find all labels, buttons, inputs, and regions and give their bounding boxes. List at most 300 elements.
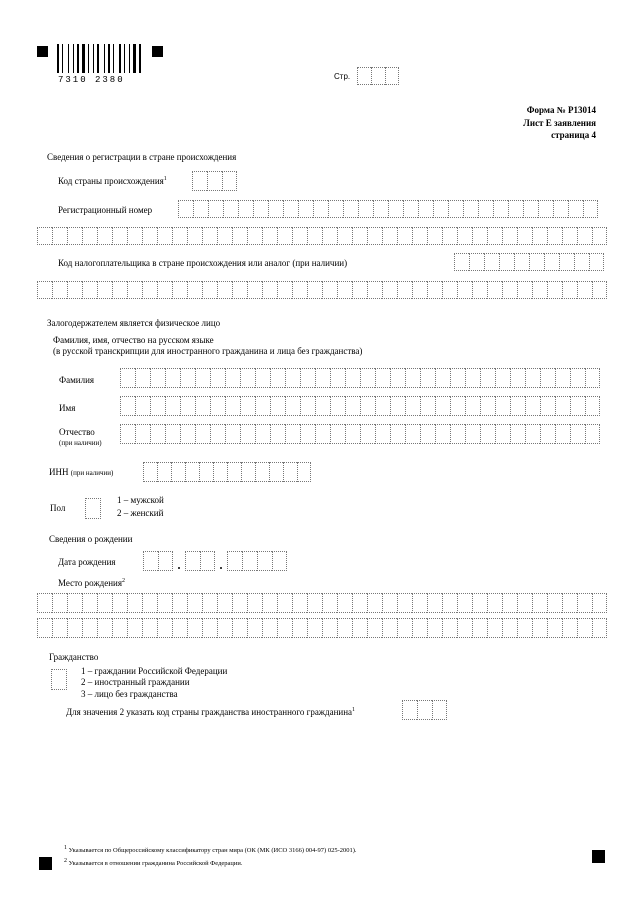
- entry-cell[interactable]: [510, 368, 525, 388]
- entry-cell[interactable]: [292, 227, 307, 245]
- entry-cell[interactable]: [514, 253, 529, 271]
- entry-cell[interactable]: [180, 396, 195, 416]
- entry-cell[interactable]: [37, 618, 52, 638]
- entry-cell[interactable]: [454, 253, 469, 271]
- entry-cell[interactable]: [502, 618, 517, 638]
- entry-cell[interactable]: [37, 593, 52, 613]
- entry-cell[interactable]: [367, 618, 382, 638]
- entry-cell[interactable]: [371, 67, 385, 85]
- entry-cell[interactable]: [465, 424, 480, 444]
- inn-cells[interactable]: [143, 462, 311, 482]
- entry-cell[interactable]: [180, 424, 195, 444]
- entry-cell[interactable]: [242, 551, 257, 571]
- entry-cell[interactable]: [435, 424, 450, 444]
- page-number-cells[interactable]: [357, 67, 399, 85]
- entry-cell[interactable]: [544, 253, 559, 271]
- entry-cell[interactable]: [172, 227, 187, 245]
- entry-cell[interactable]: [570, 396, 585, 416]
- entry-cell[interactable]: [193, 200, 208, 218]
- entry-cell[interactable]: [457, 618, 472, 638]
- reg-number-cells-row1[interactable]: [178, 200, 598, 218]
- entry-cell[interactable]: [199, 462, 213, 482]
- entry-cell[interactable]: [187, 281, 202, 299]
- birth-month-cells[interactable]: [185, 551, 215, 571]
- entry-cell[interactable]: [405, 396, 420, 416]
- entry-cell[interactable]: [269, 462, 283, 482]
- citizenship-cell[interactable]: [51, 669, 67, 690]
- entry-cell[interactable]: [367, 593, 382, 613]
- entry-cell[interactable]: [330, 396, 345, 416]
- entry-cell[interactable]: [390, 424, 405, 444]
- entry-cell[interactable]: [217, 227, 232, 245]
- entry-cell[interactable]: [127, 593, 142, 613]
- entry-cell[interactable]: [142, 593, 157, 613]
- entry-cell[interactable]: [555, 424, 570, 444]
- entry-cell[interactable]: [225, 396, 240, 416]
- entry-cell[interactable]: [532, 593, 547, 613]
- entry-cell[interactable]: [187, 593, 202, 613]
- entry-cell[interactable]: [283, 200, 298, 218]
- entry-cell[interactable]: [255, 396, 270, 416]
- entry-cell[interactable]: [589, 253, 604, 271]
- entry-cell[interactable]: [217, 281, 232, 299]
- entry-cell[interactable]: [285, 396, 300, 416]
- tax-code-cells-row1[interactable]: [454, 253, 604, 271]
- entry-cell[interactable]: [502, 227, 517, 245]
- entry-cell[interactable]: [165, 368, 180, 388]
- entry-cell[interactable]: [352, 281, 367, 299]
- entry-cell[interactable]: [270, 396, 285, 416]
- entry-cell[interactable]: [82, 618, 97, 638]
- entry-cell[interactable]: [195, 368, 210, 388]
- entry-cell[interactable]: [307, 593, 322, 613]
- entry-cell[interactable]: [480, 368, 495, 388]
- entry-cell[interactable]: [112, 593, 127, 613]
- entry-cell[interactable]: [313, 200, 328, 218]
- entry-cell[interactable]: [127, 618, 142, 638]
- entry-cell[interactable]: [540, 424, 555, 444]
- entry-cell[interactable]: [37, 281, 52, 299]
- entry-cell[interactable]: [272, 551, 287, 571]
- entry-cell[interactable]: [232, 593, 247, 613]
- entry-cell[interactable]: [432, 700, 447, 720]
- entry-cell[interactable]: [484, 253, 499, 271]
- entry-cell[interactable]: [127, 281, 142, 299]
- entry-cell[interactable]: [172, 281, 187, 299]
- entry-cell[interactable]: [559, 253, 574, 271]
- entry-cell[interactable]: [292, 618, 307, 638]
- entry-cell[interactable]: [442, 227, 457, 245]
- entry-cell[interactable]: [262, 281, 277, 299]
- entry-cell[interactable]: [210, 424, 225, 444]
- entry-cell[interactable]: [328, 200, 343, 218]
- entry-cell[interactable]: [268, 200, 283, 218]
- entry-cell[interactable]: [405, 424, 420, 444]
- entry-cell[interactable]: [457, 281, 472, 299]
- entry-cell[interactable]: [358, 200, 373, 218]
- entry-cell[interactable]: [247, 618, 262, 638]
- entry-cell[interactable]: [510, 396, 525, 416]
- entry-cell[interactable]: [322, 227, 337, 245]
- tax-code-cells-row2[interactable]: [37, 281, 607, 299]
- entry-cell[interactable]: [217, 618, 232, 638]
- entry-cell[interactable]: [553, 200, 568, 218]
- entry-cell[interactable]: [337, 593, 352, 613]
- entry-cell[interactable]: [402, 700, 417, 720]
- entry-cell[interactable]: [570, 424, 585, 444]
- entry-cell[interactable]: [157, 462, 171, 482]
- entry-cell[interactable]: [255, 462, 269, 482]
- entry-cell[interactable]: [277, 281, 292, 299]
- entry-cell[interactable]: [171, 462, 185, 482]
- entry-cell[interactable]: [547, 281, 562, 299]
- entry-cell[interactable]: [238, 200, 253, 218]
- entry-cell[interactable]: [420, 424, 435, 444]
- entry-cell[interactable]: [457, 227, 472, 245]
- entry-cell[interactable]: [450, 424, 465, 444]
- entry-cell[interactable]: [200, 551, 215, 571]
- entry-cell[interactable]: [385, 67, 399, 85]
- entry-cell[interactable]: [307, 281, 322, 299]
- entry-cell[interactable]: [202, 227, 217, 245]
- entry-cell[interactable]: [202, 593, 217, 613]
- entry-cell[interactable]: [52, 227, 67, 245]
- entry-cell[interactable]: [412, 281, 427, 299]
- entry-cell[interactable]: [433, 200, 448, 218]
- entry-cell[interactable]: [315, 424, 330, 444]
- entry-cell[interactable]: [592, 618, 607, 638]
- entry-cell[interactable]: [472, 593, 487, 613]
- entry-cell[interactable]: [262, 593, 277, 613]
- entry-cell[interactable]: [352, 618, 367, 638]
- entry-cell[interactable]: [562, 618, 577, 638]
- entry-cell[interactable]: [577, 593, 592, 613]
- birth-place-cells-row2[interactable]: [37, 618, 607, 638]
- entry-cell[interactable]: [360, 396, 375, 416]
- entry-cell[interactable]: [97, 618, 112, 638]
- entry-cell[interactable]: [240, 368, 255, 388]
- entry-cell[interactable]: [225, 368, 240, 388]
- entry-cell[interactable]: [67, 227, 82, 245]
- entry-cell[interactable]: [97, 281, 112, 299]
- entry-cell[interactable]: [262, 227, 277, 245]
- entry-cell[interactable]: [185, 462, 199, 482]
- entry-cell[interactable]: [502, 593, 517, 613]
- entry-cell[interactable]: [382, 618, 397, 638]
- entry-cell[interactable]: [52, 281, 67, 299]
- entry-cell[interactable]: [187, 227, 202, 245]
- entry-cell[interactable]: [562, 281, 577, 299]
- entry-cell[interactable]: [157, 618, 172, 638]
- entry-cell[interactable]: [463, 200, 478, 218]
- reg-number-cells-row2[interactable]: [37, 227, 607, 245]
- entry-cell[interactable]: [157, 593, 172, 613]
- entry-cell[interactable]: [540, 368, 555, 388]
- entry-cell[interactable]: [397, 593, 412, 613]
- entry-cell[interactable]: [298, 200, 313, 218]
- entry-cell[interactable]: [292, 593, 307, 613]
- entry-cell[interactable]: [330, 424, 345, 444]
- entry-cell[interactable]: [538, 200, 553, 218]
- entry-cell[interactable]: [51, 669, 67, 690]
- entry-cell[interactable]: [487, 281, 502, 299]
- entry-cell[interactable]: [493, 200, 508, 218]
- entry-cell[interactable]: [583, 200, 598, 218]
- entry-cell[interactable]: [142, 618, 157, 638]
- entry-cell[interactable]: [502, 281, 517, 299]
- entry-cell[interactable]: [255, 368, 270, 388]
- entry-cell[interactable]: [330, 368, 345, 388]
- entry-cell[interactable]: [345, 396, 360, 416]
- entry-cell[interactable]: [82, 281, 97, 299]
- entry-cell[interactable]: [427, 593, 442, 613]
- entry-cell[interactable]: [157, 281, 172, 299]
- entry-cell[interactable]: [577, 227, 592, 245]
- entry-cell[interactable]: [517, 593, 532, 613]
- entry-cell[interactable]: [517, 227, 532, 245]
- entry-cell[interactable]: [517, 281, 532, 299]
- entry-cell[interactable]: [112, 281, 127, 299]
- entry-cell[interactable]: [322, 281, 337, 299]
- entry-cell[interactable]: [142, 227, 157, 245]
- entry-cell[interactable]: [277, 618, 292, 638]
- entry-cell[interactable]: [158, 551, 173, 571]
- entry-cell[interactable]: [375, 424, 390, 444]
- entry-cell[interactable]: [478, 200, 493, 218]
- entry-cell[interactable]: [397, 281, 412, 299]
- entry-cell[interactable]: [435, 368, 450, 388]
- entry-cell[interactable]: [532, 618, 547, 638]
- entry-cell[interactable]: [390, 396, 405, 416]
- entry-cell[interactable]: [412, 227, 427, 245]
- entry-cell[interactable]: [37, 227, 52, 245]
- entry-cell[interactable]: [187, 618, 202, 638]
- entry-cell[interactable]: [247, 227, 262, 245]
- entry-cell[interactable]: [592, 593, 607, 613]
- entry-cell[interactable]: [555, 396, 570, 416]
- entry-cell[interactable]: [285, 424, 300, 444]
- entry-cell[interactable]: [427, 227, 442, 245]
- entry-cell[interactable]: [315, 368, 330, 388]
- country-code-cells[interactable]: [192, 171, 237, 191]
- entry-cell[interactable]: [52, 593, 67, 613]
- entry-cell[interactable]: [417, 700, 432, 720]
- entry-cell[interactable]: [210, 396, 225, 416]
- entry-cell[interactable]: [367, 281, 382, 299]
- entry-cell[interactable]: [222, 171, 237, 191]
- entry-cell[interactable]: [345, 424, 360, 444]
- entry-cell[interactable]: [135, 368, 150, 388]
- entry-cell[interactable]: [397, 227, 412, 245]
- entry-cell[interactable]: [577, 281, 592, 299]
- entry-cell[interactable]: [223, 200, 238, 218]
- entry-cell[interactable]: [227, 462, 241, 482]
- entry-cell[interactable]: [412, 618, 427, 638]
- entry-cell[interactable]: [270, 424, 285, 444]
- entry-cell[interactable]: [357, 67, 371, 85]
- entry-cell[interactable]: [232, 227, 247, 245]
- entry-cell[interactable]: [247, 593, 262, 613]
- entry-cell[interactable]: [112, 618, 127, 638]
- entry-cell[interactable]: [574, 253, 589, 271]
- entry-cell[interactable]: [202, 618, 217, 638]
- entry-cell[interactable]: [525, 396, 540, 416]
- entry-cell[interactable]: [227, 551, 242, 571]
- entry-cell[interactable]: [427, 281, 442, 299]
- entry-cell[interactable]: [412, 593, 427, 613]
- entry-cell[interactable]: [307, 227, 322, 245]
- entry-cell[interactable]: [120, 424, 135, 444]
- entry-cell[interactable]: [192, 171, 207, 191]
- entry-cell[interactable]: [127, 227, 142, 245]
- entry-cell[interactable]: [382, 281, 397, 299]
- entry-cell[interactable]: [375, 368, 390, 388]
- entry-cell[interactable]: [307, 618, 322, 638]
- entry-cell[interactable]: [487, 227, 502, 245]
- entry-cell[interactable]: [67, 618, 82, 638]
- entry-cell[interactable]: [255, 424, 270, 444]
- entry-cell[interactable]: [360, 424, 375, 444]
- entry-cell[interactable]: [120, 396, 135, 416]
- entry-cell[interactable]: [120, 368, 135, 388]
- entry-cell[interactable]: [547, 618, 562, 638]
- entry-cell[interactable]: [382, 593, 397, 613]
- entry-cell[interactable]: [112, 227, 127, 245]
- entry-cell[interactable]: [375, 396, 390, 416]
- entry-cell[interactable]: [315, 396, 330, 416]
- name-cells[interactable]: [120, 396, 600, 416]
- entry-cell[interactable]: [517, 618, 532, 638]
- entry-cell[interactable]: [277, 227, 292, 245]
- entry-cell[interactable]: [52, 618, 67, 638]
- entry-cell[interactable]: [337, 227, 352, 245]
- entry-cell[interactable]: [562, 593, 577, 613]
- entry-cell[interactable]: [367, 227, 382, 245]
- entry-cell[interactable]: [143, 462, 157, 482]
- entry-cell[interactable]: [172, 593, 187, 613]
- entry-cell[interactable]: [210, 368, 225, 388]
- entry-cell[interactable]: [525, 424, 540, 444]
- entry-cell[interactable]: [185, 551, 200, 571]
- entry-cell[interactable]: [180, 368, 195, 388]
- patronymic-cells[interactable]: [120, 424, 600, 444]
- entry-cell[interactable]: [435, 396, 450, 416]
- entry-cell[interactable]: [472, 227, 487, 245]
- entry-cell[interactable]: [67, 593, 82, 613]
- entry-cell[interactable]: [292, 281, 307, 299]
- entry-cell[interactable]: [529, 253, 544, 271]
- entry-cell[interactable]: [343, 200, 358, 218]
- entry-cell[interactable]: [240, 396, 255, 416]
- entry-cell[interactable]: [262, 618, 277, 638]
- entry-cell[interactable]: [322, 593, 337, 613]
- entry-cell[interactable]: [508, 200, 523, 218]
- entry-cell[interactable]: [165, 396, 180, 416]
- entry-cell[interactable]: [448, 200, 463, 218]
- entry-cell[interactable]: [585, 396, 600, 416]
- entry-cell[interactable]: [97, 593, 112, 613]
- entry-cell[interactable]: [253, 200, 268, 218]
- entry-cell[interactable]: [283, 462, 297, 482]
- entry-cell[interactable]: [487, 593, 502, 613]
- entry-cell[interactable]: [382, 227, 397, 245]
- entry-cell[interactable]: [465, 368, 480, 388]
- entry-cell[interactable]: [172, 618, 187, 638]
- entry-cell[interactable]: [202, 281, 217, 299]
- entry-cell[interactable]: [570, 368, 585, 388]
- entry-cell[interactable]: [285, 368, 300, 388]
- entry-cell[interactable]: [390, 368, 405, 388]
- entry-cell[interactable]: [352, 593, 367, 613]
- entry-cell[interactable]: [352, 227, 367, 245]
- entry-cell[interactable]: [480, 424, 495, 444]
- entry-cell[interactable]: [592, 227, 607, 245]
- entry-cell[interactable]: [257, 551, 272, 571]
- entry-cell[interactable]: [403, 200, 418, 218]
- entry-cell[interactable]: [85, 498, 101, 519]
- entry-cell[interactable]: [150, 424, 165, 444]
- entry-cell[interactable]: [165, 424, 180, 444]
- entry-cell[interactable]: [232, 281, 247, 299]
- entry-cell[interactable]: [97, 227, 112, 245]
- entry-cell[interactable]: [510, 424, 525, 444]
- entry-cell[interactable]: [232, 618, 247, 638]
- entry-cell[interactable]: [143, 551, 158, 571]
- entry-cell[interactable]: [523, 200, 538, 218]
- entry-cell[interactable]: [322, 618, 337, 638]
- citizenship-country-cells[interactable]: [402, 700, 447, 720]
- entry-cell[interactable]: [150, 396, 165, 416]
- entry-cell[interactable]: [487, 618, 502, 638]
- entry-cell[interactable]: [213, 462, 227, 482]
- entry-cell[interactable]: [142, 281, 157, 299]
- entry-cell[interactable]: [241, 462, 255, 482]
- entry-cell[interactable]: [480, 396, 495, 416]
- entry-cell[interactable]: [225, 424, 240, 444]
- entry-cell[interactable]: [585, 424, 600, 444]
- birth-day-cells[interactable]: [143, 551, 173, 571]
- entry-cell[interactable]: [337, 618, 352, 638]
- entry-cell[interactable]: [547, 593, 562, 613]
- entry-cell[interactable]: [420, 396, 435, 416]
- entry-cell[interactable]: [82, 593, 97, 613]
- entry-cell[interactable]: [450, 368, 465, 388]
- entry-cell[interactable]: [472, 281, 487, 299]
- entry-cell[interactable]: [495, 424, 510, 444]
- entry-cell[interactable]: [195, 424, 210, 444]
- entry-cell[interactable]: [270, 368, 285, 388]
- birth-year-cells[interactable]: [227, 551, 287, 571]
- entry-cell[interactable]: [240, 424, 255, 444]
- entry-cell[interactable]: [345, 368, 360, 388]
- entry-cell[interactable]: [465, 396, 480, 416]
- entry-cell[interactable]: [217, 593, 232, 613]
- entry-cell[interactable]: [442, 618, 457, 638]
- entry-cell[interactable]: [418, 200, 433, 218]
- entry-cell[interactable]: [532, 281, 547, 299]
- entry-cell[interactable]: [157, 227, 172, 245]
- entry-cell[interactable]: [495, 396, 510, 416]
- entry-cell[interactable]: [300, 424, 315, 444]
- entry-cell[interactable]: [277, 593, 292, 613]
- surname-cells[interactable]: [120, 368, 600, 388]
- entry-cell[interactable]: [442, 281, 457, 299]
- entry-cell[interactable]: [568, 200, 583, 218]
- entry-cell[interactable]: [300, 368, 315, 388]
- entry-cell[interactable]: [150, 368, 165, 388]
- entry-cell[interactable]: [457, 593, 472, 613]
- entry-cell[interactable]: [555, 368, 570, 388]
